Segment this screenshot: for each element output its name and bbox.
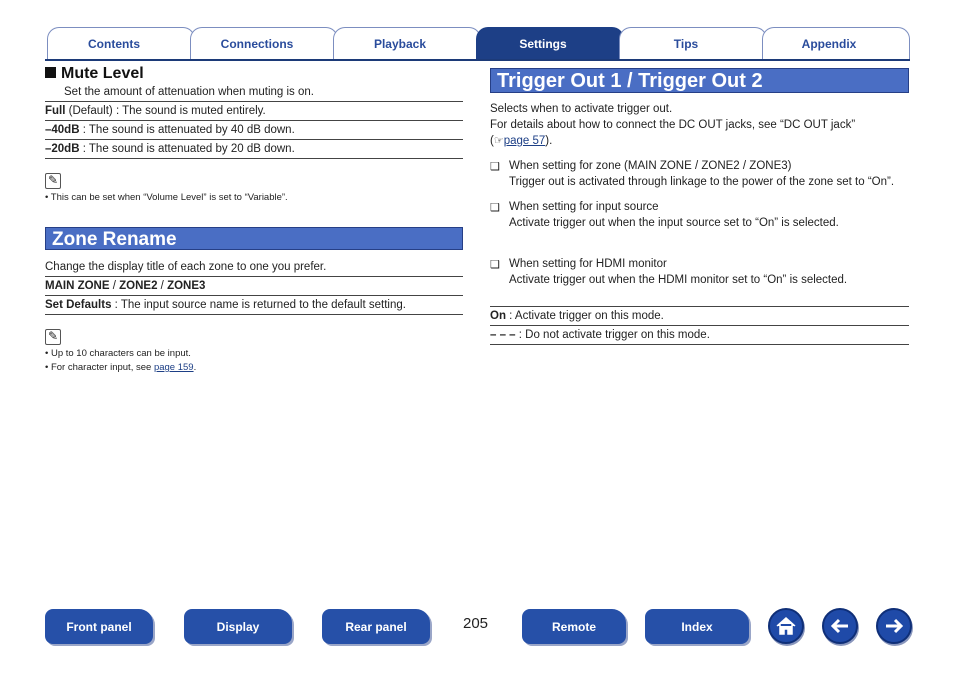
pencil-note-icon <box>45 173 61 189</box>
rear-panel-button[interactable]: Rear panel <box>322 609 430 644</box>
page-159-link[interactable]: page 159 <box>153 362 194 373</box>
set-defaults-row: Set Defaults : The input source name is returned to the default setting. <box>45 296 463 315</box>
mute-option-row: –40dB : The sound is attenuated by 40 dB down. <box>45 121 463 140</box>
tab-settings[interactable]: Settings <box>476 27 624 59</box>
zone-list-row: MAIN ZONE / ZONE2 / ZONE3 <box>45 277 463 296</box>
tab-underline <box>45 59 910 61</box>
tab-bar <box>45 27 910 61</box>
page-57-link[interactable]: page 57 <box>503 135 546 147</box>
tab-tips[interactable]: Tips <box>619 27 767 59</box>
left-column <box>45 64 463 375</box>
home-button[interactable] <box>768 608 804 644</box>
index-button[interactable]: Index <box>645 609 749 644</box>
trigger-desc-1: Selects when to activate trigger out. <box>490 103 673 115</box>
tab-playback[interactable]: Playback <box>333 27 481 59</box>
mute-option-row: –20dB : The sound is attenuated by 20 dB down. <box>45 140 463 159</box>
zone-rename-desc: Change the display title of each zone to one you prefer. <box>45 259 463 277</box>
display-button[interactable]: Display <box>184 609 292 644</box>
zone-note-1: • Up to 10 characters can be input. <box>45 348 191 359</box>
checkbox-bullet-icon: ❑ <box>490 259 500 271</box>
trigger-item-input: ❑ When setting for input source Activate trigger out when the input source set to “On” is selected. <box>490 201 839 229</box>
trigger-out-heading: Trigger Out 1 / Trigger Out 2 <box>490 68 909 93</box>
square-bullet-icon <box>45 67 56 78</box>
trigger-option-row: On : Activate trigger on this mode. <box>490 306 909 326</box>
trigger-item-zone: ❑ When setting for zone (MAIN ZONE / ZONE2 / ZONE3) Trigger out is activated through linkage to the power of the zone set to “On”. <box>490 160 895 188</box>
trigger-desc-3: (☞page 57). <box>490 135 553 147</box>
pencil-note-icon <box>45 329 61 345</box>
zone-note-2: • For character input, see page 159. <box>45 362 197 373</box>
page-ref-icon: ☞ <box>493 135 504 147</box>
home-icon <box>774 614 798 638</box>
right-column <box>490 68 909 345</box>
zone-rename-heading: Zone Rename <box>45 227 463 250</box>
mute-level-desc: Set the amount of attenuation when muting is on. <box>45 84 463 102</box>
page-number: 205 <box>463 615 489 632</box>
tab-contents[interactable]: Contents <box>47 27 195 59</box>
mute-note: • This can be set when “Volume Level” is set to “Variable”. <box>45 192 288 203</box>
back-button[interactable] <box>822 608 858 644</box>
forward-button[interactable] <box>876 608 912 644</box>
front-panel-button[interactable]: Front panel <box>45 609 153 644</box>
tab-connections[interactable]: Connections <box>190 27 338 59</box>
tab-appendix[interactable]: Appendix <box>762 27 910 59</box>
trigger-desc-2: For details about how to connect the DC OUT jacks, see “DC OUT jack” <box>490 119 856 131</box>
mute-option-row: Full (Default) : The sound is muted entirely. <box>45 102 463 121</box>
arrow-right-icon <box>882 614 906 638</box>
remote-button[interactable]: Remote <box>522 609 626 644</box>
trigger-item-hdmi: ❑ When setting for HDMI monitor Activate trigger out when the HDMI monitor set to “On” is selected. <box>490 258 848 286</box>
mute-level-heading: Mute Level <box>45 64 463 84</box>
checkbox-bullet-icon: ❑ <box>490 161 500 173</box>
trigger-option-row: – – – : Do not activate trigger on this mode. <box>490 326 909 345</box>
arrow-left-icon <box>828 614 852 638</box>
checkbox-bullet-icon: ❑ <box>490 202 500 214</box>
